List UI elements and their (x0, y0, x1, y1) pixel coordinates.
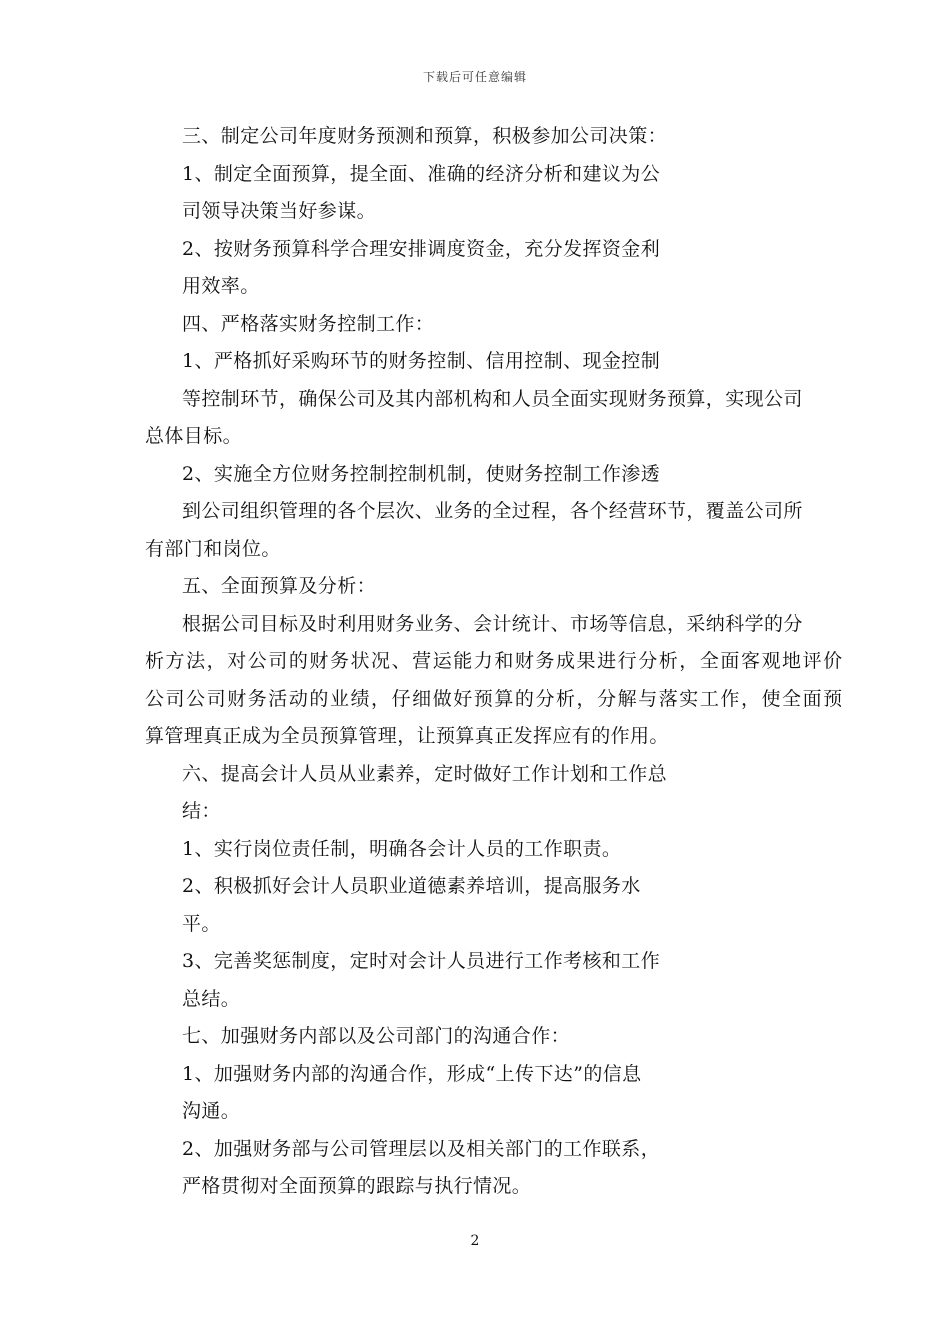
paragraph-line: 结： (182, 800, 221, 822)
section-heading-3: 三、制定公司年度财务预测和预算，积极参加公司决策： (182, 125, 668, 147)
paragraph-line: 2、按财务预算科学合理安排调度资金，充分发挥资金利 (182, 237, 661, 260)
section-heading-6: 六、提高会计人员从业素养，定时做好工作计划和工作总 (182, 762, 668, 785)
paragraph-line: 2、加强财务部与公司管理层以及相关部门的工作联系， (182, 1137, 661, 1160)
section-heading-4: 四、严格落实财务控制工作： (182, 312, 435, 335)
paragraph-line: 等控制环节，确保公司及其内部机构和人员全面实现财务预算，实现公司 (182, 387, 803, 410)
paragraph-line: 总结。 (182, 987, 241, 1010)
paragraph-line: 到公司组织管理的各个层次、业务的全过程，各个经营环节，覆盖公司所 (182, 500, 803, 522)
paragraph-line: 1、加强财务内部的沟通合作，形成“上传下达”的信息 (182, 1062, 642, 1085)
paragraph-line: 3、完善奖惩制度，定时对会计人员进行工作考核和工作 (182, 950, 661, 972)
paragraph-line: 1、实行岗位责任制，明确各会计人员的工作职责。 (182, 837, 622, 860)
paragraph-line: 2、实施全方位财务控制控制机制，使财务控制工作渗透 (182, 462, 661, 485)
paragraph-line: 用效率。 (182, 275, 260, 297)
document-body (145, 118, 844, 1206)
section-heading-5: 五、全面预算及分析： (182, 575, 377, 597)
paragraph-line: 公司公司财务活动的业绩，仔细做好预算的分析，分解与落实工作，使全面预 (145, 687, 844, 710)
paragraph-line: 严格贯彻对全面预算的跟踪与执行情况。 (182, 1175, 532, 1197)
section-heading-7: 七、加强财务内部以及公司部门的沟通合作： (182, 1025, 571, 1047)
paragraph-line: 平。 (182, 912, 221, 935)
paragraph-line: 析方法，对公司的财务状况、营运能力和财务成果进行分析，全面客观地评价 (145, 650, 844, 672)
paragraph-line: 总体目标。 (145, 425, 243, 447)
paragraph-line: 2、积极抓好会计人员职业道德素养培训，提高服务水 (182, 875, 641, 897)
paragraph-line: 1、制定全面预算，提全面、准确的经济分析和建议为公 (182, 162, 661, 185)
paragraph-line: 算管理真正成为全员预算管理，让预算真正发挥应有的作用。 (145, 725, 669, 747)
paragraph-line: 有部门和岗位。 (145, 537, 281, 560)
page-number: 2 (470, 1233, 480, 1249)
paragraph-line: 沟通。 (182, 1100, 241, 1122)
page-header: 下载后可任意编辑 (422, 70, 527, 84)
paragraph-line: 1、严格抓好采购环节的财务控制、信用控制、现金控制 (182, 350, 661, 372)
paragraph-line: 司领导决策当好参谋。 (182, 200, 377, 222)
paragraph-line: 根据公司目标及时利用财务业务、会计统计、市场等信息，采纳科学的分 (182, 612, 803, 635)
